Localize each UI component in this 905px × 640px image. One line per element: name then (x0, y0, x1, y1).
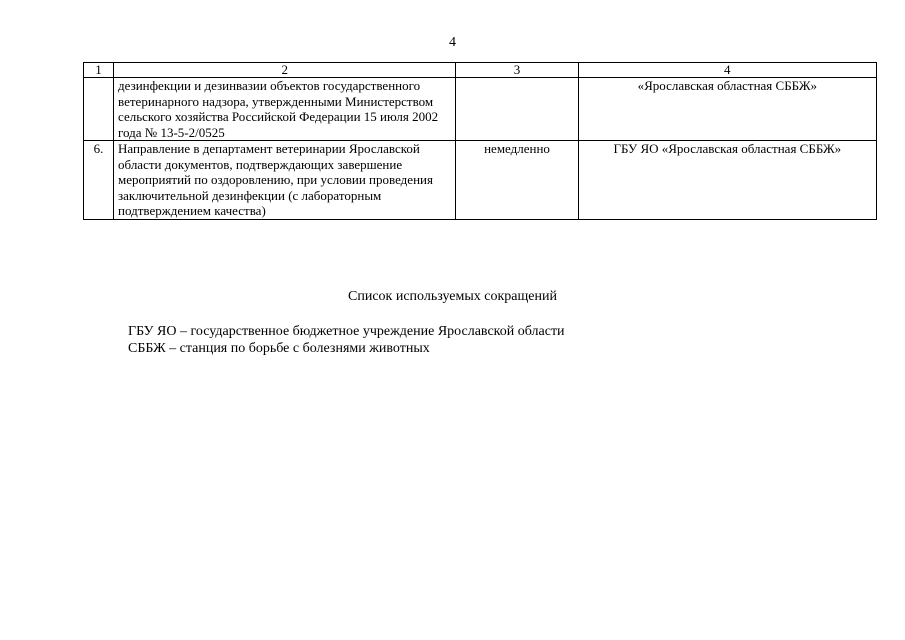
row-number (84, 78, 114, 141)
column-header-4: 4 (578, 63, 876, 78)
column-header-2: 2 (114, 63, 456, 78)
abbreviation-item: ГБУ ЯО – государственное бюджетное учреждение Ярославской области (128, 324, 565, 339)
abbreviation-item: СББЖ – станция по борьбе с болезнями животных (128, 341, 430, 356)
row-deadline: немедленно (456, 141, 578, 220)
abbreviations-title: Список используемых сокращений (348, 289, 557, 304)
table-row (84, 78, 877, 141)
column-header-3: 3 (456, 63, 578, 78)
row-deadline (456, 78, 578, 141)
page-number: 4 (449, 35, 456, 50)
measures-table (83, 62, 877, 220)
table-header-row (84, 63, 877, 78)
table-row (84, 141, 877, 220)
row-responsible: «Ярославская областная СББЖ» (578, 78, 876, 141)
column-header-1: 1 (84, 63, 114, 78)
abbreviations-list (128, 323, 565, 357)
row-responsible: ГБУ ЯО «Ярославская областная СББЖ» (578, 141, 876, 220)
row-description: Направление в департамент ветеринарии Ярославской области документов, подтверждающих завершение мероприятий по оздоровлению, при условии проведения заключительной дезинфекции (с лабораторным подтверждением качества) (114, 141, 456, 220)
row-description: дезинфекции и дезинвазии объектов государственного ветеринарного надзора, утвержденными Министерством сельского хозяйства Российской Федерации 15 июля 2002 года № 13-5-2/0525 (114, 78, 456, 141)
row-number: 6. (84, 141, 114, 220)
